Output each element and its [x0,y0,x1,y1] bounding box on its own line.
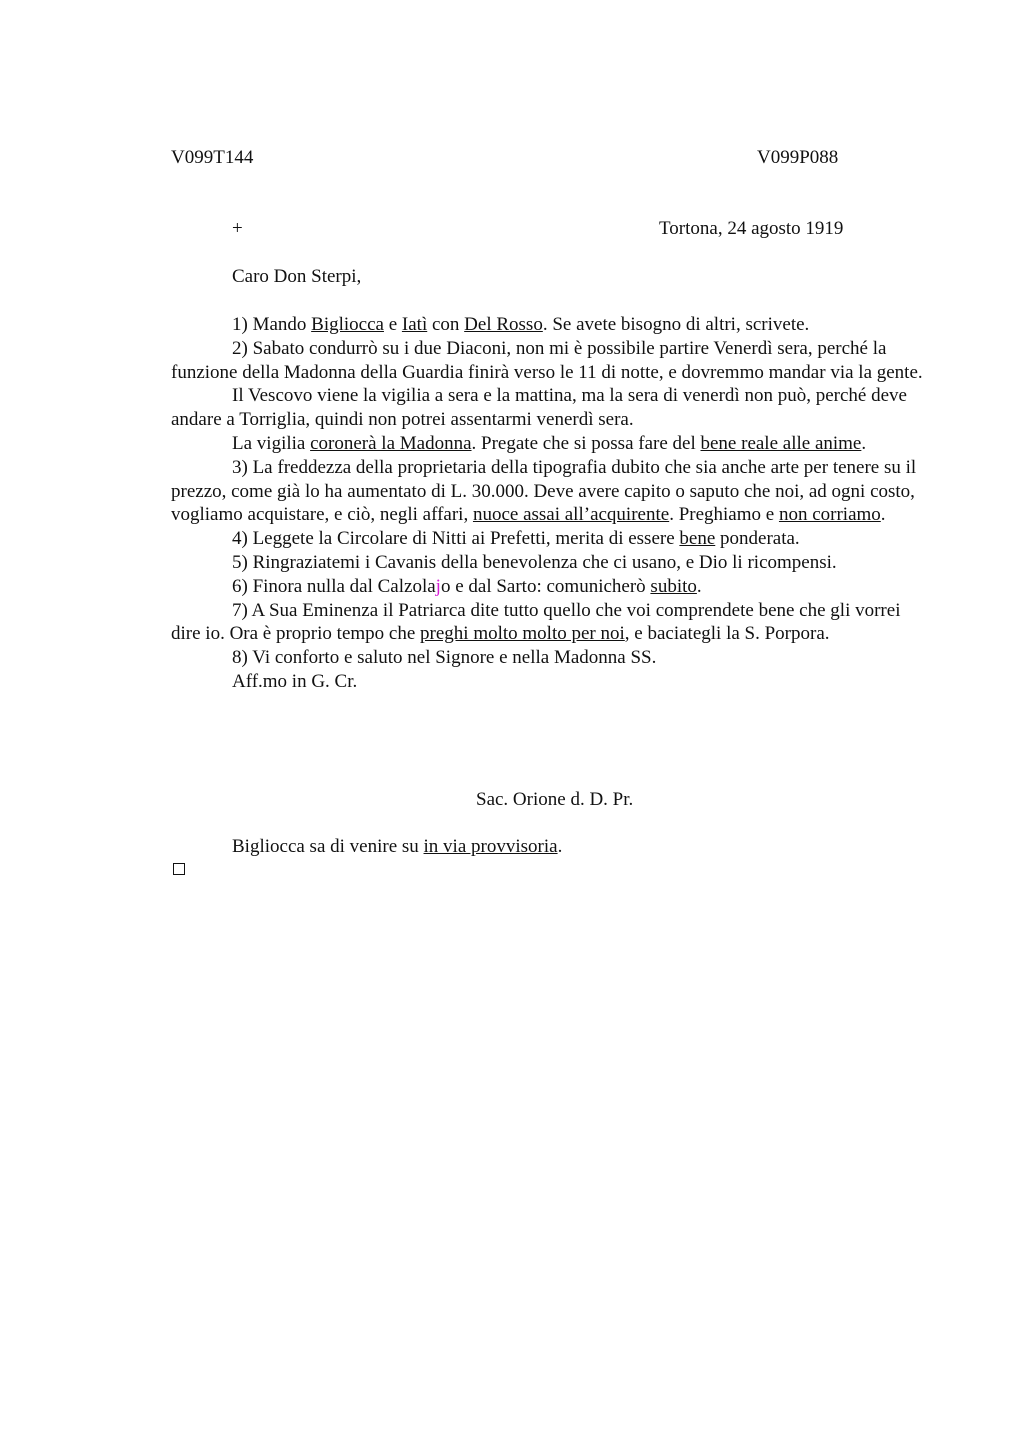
paragraph-9 [171,599,931,647]
p5-text-b: . Preghiamo e [669,504,779,526]
p6-underline-bene: bene [679,528,716,550]
closing: Aff.mo in G. Cr. [232,670,358,692]
p8-highlighted-letter: j [435,575,441,597]
place-date: Tortona, 24 agosto 1919 [659,218,844,239]
paragraph-8 [171,575,931,599]
p1-text-a: 1) Mando [232,314,312,335]
p4-text-b: . Pregate che si possa fare del [471,432,701,454]
p5-underline-nuoce: nuoce assai all’acquirente [472,504,670,526]
ps-underline-provvisoria: in via provvisoria [423,836,558,857]
p1-underline-bigliocca: Bigliocca [311,314,384,335]
end-square-icon [173,863,185,875]
p9-underline-preghi: preghi molto molto per noi [420,623,625,645]
p1-text-d: . Se avete bisogno di altri, scrivete. [542,314,810,335]
paragraph-6 [171,527,931,551]
p4-underline-bene-reale: bene reale alle anime [700,432,862,454]
p5-text-c: . [880,504,886,526]
letter-body [171,313,931,694]
p5-text-a: 3) La freddezza della proprietaria della tipografia dubito che sia anche arte per tenere su il prezzo, come già lo ha aumentato di L. 30.000. Deve avere capito o saputo che noi, ad ogni costo, vogliamo acquistare, e ciò, negli affari, [171,456,917,526]
paragraph-4 [171,432,931,456]
ps-text-a: Bigliocca sa di venire su [232,836,424,857]
p5-underline-non-corriamo: non corriamo [778,504,881,526]
p8-text-b: o e dal Sarto: comunicherò [440,575,651,597]
p1-text-c: con [427,314,465,335]
cross-symbol: + [232,218,243,239]
p1-underline-del-rosso: Del Rosso [464,314,543,335]
p9-text-b: , e baciategli la S. Porpora. [624,623,830,645]
p4-text-a: La vigilia [232,432,311,454]
p1-underline-iati: Iatì [401,314,428,335]
paragraph-1 [171,313,931,337]
p8-text-a: 6) Finora nulla dal Calzola [232,575,436,597]
paragraph-3: Il Vescovo viene la vigilia a sera e la mattina, ma la sera di venerdì non può, perché deve andare a Torriglia, quindi non potrei assentarmi venerdì sera. [171,385,907,431]
p8-text-c: . [696,575,702,597]
paragraph-7: 5) Ringraziatemi i Cavanis della benevolenza che ci usano, e Dio li ricompensi. [232,551,837,573]
code-right: V099P088 [757,147,839,168]
signature: Sac. Orione d. D. Pr. [476,789,634,810]
p4-text-c: . [861,432,867,454]
paragraph-5 [171,456,931,527]
p6-text-b: ponderata. [715,528,800,550]
p1-text-b: e [383,314,402,335]
code-left: V099T144 [171,147,254,168]
p9-text-a: 7) A Sua Eminenza il Patriarca dite tutto quello che voi comprendete bene che gli vorrei dire io. Ora è proprio tempo che [171,599,901,645]
paragraph-10: 8) Vi conforto e saluto nel Signore e nella Madonna SS. [232,647,657,669]
p4-underline-coronera: coronerà la Madonna [310,432,472,454]
postscript [232,835,562,859]
ps-text-b: . [557,836,563,857]
p8-underline-subito: subito [650,575,697,597]
salutation: Caro Don Sterpi, [232,266,362,287]
paragraph-2: 2) Sabato condurrò su i due Diaconi, non mi è possibile partire Venerdì sera, perché la funzione della Madonna della Guardia finirà verso le 11 di notte, e dovremmo mandar via la gente. [171,337,923,383]
p6-text-a: 4) Leggete la Circolare di Nitti ai Prefetti, merita di essere [232,528,680,550]
